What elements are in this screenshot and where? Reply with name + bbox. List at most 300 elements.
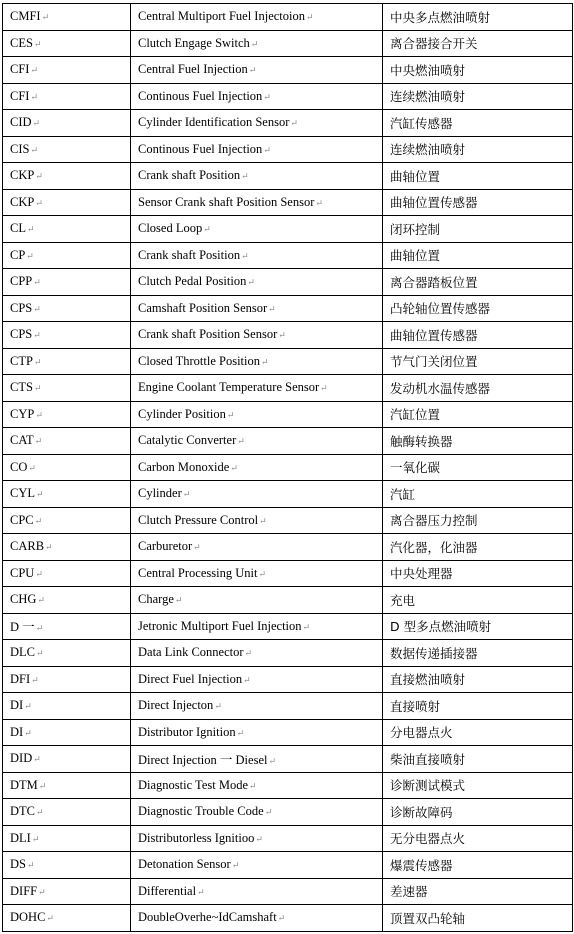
table-row bbox=[3, 719, 573, 746]
chinese-translation-text: 发动机水温传感器 bbox=[390, 380, 491, 396]
abbreviation-cell bbox=[3, 481, 131, 508]
english-term-cell bbox=[131, 666, 383, 693]
abbreviation-text: CMFI bbox=[10, 9, 41, 24]
paragraph-mark-icon: ↵ bbox=[24, 727, 32, 738]
chinese-translation-text: 节气门关闭位置 bbox=[390, 354, 478, 370]
chinese-translation-text: 柴油直接喷射 bbox=[390, 751, 466, 767]
english-term-text: Jetronic Multiport Fuel Injection bbox=[138, 618, 302, 633]
chinese-translation-cell bbox=[383, 799, 573, 826]
table-row bbox=[3, 481, 573, 508]
english-term-text: Charge bbox=[138, 592, 174, 607]
chinese-translation-text: 直接燃油喷射 bbox=[390, 672, 466, 688]
chinese-translation-cell bbox=[383, 30, 573, 57]
abbreviation-cell bbox=[3, 693, 131, 720]
chinese-translation-cell bbox=[383, 110, 573, 137]
abbreviation-text: CFI bbox=[10, 62, 30, 77]
abbreviation-text: CKP bbox=[10, 194, 35, 209]
paragraph-mark-icon: ↵ bbox=[241, 171, 249, 182]
paragraph-mark-icon: ↵ bbox=[290, 118, 298, 129]
paragraph-mark-icon: ↵ bbox=[258, 568, 266, 579]
abbreviation-cell bbox=[3, 825, 131, 852]
abbreviation-cell bbox=[3, 348, 131, 375]
table-row bbox=[3, 30, 573, 57]
english-term-cell bbox=[131, 295, 383, 322]
english-term-cell bbox=[131, 560, 383, 587]
chinese-translation-text: 一氧化碳 bbox=[390, 460, 441, 476]
abbreviation-cell bbox=[3, 375, 131, 402]
english-term-cell bbox=[131, 136, 383, 163]
english-term-text: Diagnostic Test Mode bbox=[138, 777, 248, 792]
chinese-translation-cell bbox=[383, 375, 573, 402]
chinese-translation-cell bbox=[383, 640, 573, 667]
chinese-translation-cell bbox=[383, 269, 573, 296]
chinese-translation-cell bbox=[383, 216, 573, 243]
abbreviation-text: CL bbox=[10, 221, 26, 236]
abbreviation-text: DLC bbox=[10, 645, 35, 660]
abbreviation-text: DS bbox=[10, 857, 26, 872]
abbreviation-text: D 一 bbox=[10, 620, 35, 635]
abbreviation-text: CAT bbox=[10, 433, 34, 448]
english-term-text: Crank shaft Position bbox=[138, 247, 241, 262]
english-term-text: Direct Injecton bbox=[138, 698, 214, 713]
table-row bbox=[3, 507, 573, 534]
english-term-text: Camshaft Position Sensor bbox=[138, 300, 268, 315]
paragraph-mark-icon: ↵ bbox=[36, 648, 44, 659]
paragraph-mark-icon: ↵ bbox=[320, 383, 328, 394]
paragraph-mark-icon: ↵ bbox=[33, 754, 41, 765]
paragraph-mark-icon: ↵ bbox=[214, 701, 222, 712]
paragraph-mark-icon: ↵ bbox=[30, 91, 38, 102]
english-term-text: Cylinder Identification Sensor bbox=[138, 115, 290, 130]
chinese-translation-cell bbox=[383, 534, 573, 561]
english-term-text: Crank shaft Position bbox=[138, 168, 241, 183]
chinese-translation-text: 分电器点火 bbox=[390, 725, 453, 741]
paragraph-mark-icon: ↵ bbox=[259, 515, 267, 526]
abbreviation-cell bbox=[3, 4, 131, 31]
chinese-translation-cell bbox=[383, 4, 573, 31]
table-row bbox=[3, 401, 573, 428]
chinese-translation-cell bbox=[383, 295, 573, 322]
chinese-translation-cell bbox=[383, 401, 573, 428]
paragraph-mark-icon: ↵ bbox=[255, 833, 263, 844]
chinese-translation-text: 中央处理器 bbox=[390, 566, 453, 582]
english-term-cell bbox=[131, 640, 383, 667]
abbreviation-text: CTS bbox=[10, 380, 33, 395]
paragraph-mark-icon: ↵ bbox=[231, 860, 240, 871]
paragraph-mark-icon: ↵ bbox=[277, 913, 286, 924]
table-row bbox=[3, 587, 573, 614]
abbreviation-cell bbox=[3, 905, 131, 932]
table-row bbox=[3, 905, 573, 932]
english-term-text: Central Multiport Fuel Injectoion bbox=[138, 9, 305, 24]
paragraph-mark-icon: ↵ bbox=[26, 250, 34, 261]
paragraph-mark-icon: ↵ bbox=[41, 12, 50, 23]
abbreviation-cell bbox=[3, 799, 131, 826]
abbreviation-text: CKP bbox=[10, 168, 35, 183]
table-row bbox=[3, 560, 573, 587]
abbreviation-text: DOHC bbox=[10, 910, 46, 925]
chinese-translation-text: 顶置双凸轮轴 bbox=[390, 910, 466, 926]
chinese-translation-cell bbox=[383, 878, 573, 905]
english-term-text: Cylinder Position bbox=[138, 406, 226, 421]
paragraph-mark-icon: ↵ bbox=[31, 833, 40, 844]
chinese-translation-cell bbox=[383, 666, 573, 693]
paragraph-mark-icon: ↵ bbox=[264, 807, 273, 818]
chinese-translation-cell bbox=[383, 481, 573, 508]
english-term-text: Diagnostic Trouble Code bbox=[138, 804, 264, 819]
paragraph-mark-icon: ↵ bbox=[33, 356, 42, 367]
table-row bbox=[3, 295, 573, 322]
chinese-translation-text: 直接喷射 bbox=[390, 698, 441, 714]
abbreviation-text: DLI bbox=[10, 830, 31, 845]
table-row bbox=[3, 189, 573, 216]
abbreviation-cell bbox=[3, 30, 131, 57]
abbreviation-cell bbox=[3, 163, 131, 190]
abbreviation-cell bbox=[3, 242, 131, 269]
chinese-translation-cell bbox=[383, 57, 573, 84]
table-row bbox=[3, 799, 573, 826]
table-row bbox=[3, 4, 573, 31]
english-term-cell bbox=[131, 348, 383, 375]
paragraph-mark-icon: ↵ bbox=[241, 250, 249, 261]
english-term-text: Direct Injection 一 Diesel bbox=[138, 752, 268, 767]
paragraph-mark-icon: ↵ bbox=[35, 568, 43, 579]
paragraph-mark-icon: ↵ bbox=[32, 118, 41, 129]
chinese-translation-text: 汽化器，化油器 bbox=[390, 539, 478, 555]
paragraph-mark-icon: ↵ bbox=[230, 462, 238, 473]
paragraph-mark-icon: ↵ bbox=[268, 303, 276, 314]
abbreviation-text: CFI bbox=[10, 88, 30, 103]
english-term-cell bbox=[131, 428, 383, 455]
english-term-cell bbox=[131, 746, 383, 773]
chinese-translation-text: 离合器压力控制 bbox=[390, 513, 478, 529]
chinese-translation-cell bbox=[383, 772, 573, 799]
glossary-body bbox=[3, 4, 573, 932]
abbreviation-text: CYL bbox=[10, 486, 35, 501]
english-term-cell bbox=[131, 83, 383, 110]
paragraph-mark-icon: ↵ bbox=[33, 277, 41, 288]
abbreviation-text: DTC bbox=[10, 804, 35, 819]
paragraph-mark-icon: ↵ bbox=[237, 436, 245, 447]
paragraph-mark-icon: ↵ bbox=[30, 65, 38, 76]
abbreviation-cell bbox=[3, 401, 131, 428]
abbreviation-text: CHG bbox=[10, 592, 37, 607]
chinese-translation-text: 离合器接合开关 bbox=[390, 36, 478, 52]
table-row bbox=[3, 825, 573, 852]
abbreviation-text: DI bbox=[10, 698, 24, 713]
abbreviation-text: DIFF bbox=[10, 883, 38, 898]
paragraph-mark-icon: ↵ bbox=[35, 623, 44, 634]
table-row bbox=[3, 348, 573, 375]
english-term-cell bbox=[131, 905, 383, 932]
chinese-translation-cell bbox=[383, 613, 573, 640]
english-term-text: Central Fuel Injection bbox=[138, 62, 248, 77]
table-row bbox=[3, 163, 573, 190]
english-term-cell bbox=[131, 719, 383, 746]
paragraph-mark-icon: ↵ bbox=[236, 727, 245, 738]
abbreviation-cell bbox=[3, 878, 131, 905]
paragraph-mark-icon: ↵ bbox=[302, 621, 311, 632]
english-term-text: Catalytic Converter bbox=[138, 433, 237, 448]
chinese-translation-text: 凸轮轴位置传感器 bbox=[390, 301, 491, 317]
abbreviation-cell bbox=[3, 560, 131, 587]
chinese-translation-text: 曲轴位置传感器 bbox=[390, 327, 478, 343]
english-term-cell bbox=[131, 613, 383, 640]
abbreviation-cell bbox=[3, 110, 131, 137]
paragraph-mark-icon: ↵ bbox=[38, 780, 47, 791]
chinese-translation-text: D 型多点燃油喷射 bbox=[390, 619, 492, 635]
english-term-cell bbox=[131, 852, 383, 879]
table-row bbox=[3, 878, 573, 905]
english-term-cell bbox=[131, 189, 383, 216]
english-term-cell bbox=[131, 693, 383, 720]
abbreviation-glossary-table bbox=[2, 3, 573, 932]
abbreviation-text: DFI bbox=[10, 671, 31, 686]
paragraph-mark-icon: ↵ bbox=[315, 197, 323, 208]
paragraph-mark-icon: ↵ bbox=[33, 38, 42, 49]
english-term-cell bbox=[131, 269, 383, 296]
abbreviation-text: CES bbox=[10, 35, 33, 50]
paragraph-mark-icon: ↵ bbox=[35, 409, 43, 420]
english-term-cell bbox=[131, 375, 383, 402]
chinese-translation-text: 中央多点燃油喷射 bbox=[390, 9, 491, 25]
abbreviation-cell bbox=[3, 507, 131, 534]
paragraph-mark-icon: ↵ bbox=[226, 409, 235, 420]
paragraph-mark-icon: ↵ bbox=[306, 12, 314, 23]
paragraph-mark-icon: ↵ bbox=[244, 648, 253, 659]
paragraph-mark-icon: ↵ bbox=[35, 197, 43, 208]
paragraph-mark-icon: ↵ bbox=[36, 807, 44, 818]
abbreviation-text: DID bbox=[10, 751, 33, 766]
chinese-translation-text: 连续燃油喷射 bbox=[390, 142, 466, 158]
abbreviation-cell bbox=[3, 640, 131, 667]
chinese-translation-text: 爆震传感器 bbox=[390, 857, 453, 873]
chinese-translation-text: 中央燃油喷射 bbox=[390, 62, 466, 78]
abbreviation-cell bbox=[3, 216, 131, 243]
chinese-translation-cell bbox=[383, 825, 573, 852]
paragraph-mark-icon: ↵ bbox=[278, 330, 286, 341]
chinese-translation-cell bbox=[383, 348, 573, 375]
chinese-translation-cell bbox=[383, 507, 573, 534]
english-term-text: Closed Throttle Position bbox=[138, 353, 260, 368]
chinese-translation-cell bbox=[383, 852, 573, 879]
paragraph-mark-icon: ↵ bbox=[34, 515, 43, 526]
abbreviation-cell bbox=[3, 719, 131, 746]
english-term-text: Differential bbox=[138, 883, 197, 898]
english-term-cell bbox=[131, 772, 383, 799]
paragraph-mark-icon: ↵ bbox=[203, 224, 211, 235]
english-term-text: Clutch Pedal Position bbox=[138, 274, 247, 289]
table-row bbox=[3, 57, 573, 84]
abbreviation-text: CTP bbox=[10, 353, 33, 368]
abbreviation-cell bbox=[3, 587, 131, 614]
paragraph-mark-icon: ↵ bbox=[243, 674, 251, 685]
english-term-text: Continous Fuel Injection bbox=[138, 141, 263, 156]
table-row bbox=[3, 242, 573, 269]
chinese-translation-text: 诊断故障码 bbox=[390, 804, 453, 820]
paragraph-mark-icon: ↵ bbox=[250, 38, 259, 49]
abbreviation-text: CPP bbox=[10, 274, 33, 289]
abbreviation-cell bbox=[3, 83, 131, 110]
chinese-translation-cell bbox=[383, 428, 573, 455]
english-term-text: Carbon Monoxide bbox=[138, 459, 230, 474]
chinese-translation-cell bbox=[383, 322, 573, 349]
table-row bbox=[3, 110, 573, 137]
english-term-cell bbox=[131, 401, 383, 428]
chinese-translation-cell bbox=[383, 719, 573, 746]
table-row bbox=[3, 454, 573, 481]
paragraph-mark-icon: ↵ bbox=[33, 383, 42, 394]
table-row bbox=[3, 428, 573, 455]
abbreviation-cell bbox=[3, 746, 131, 773]
chinese-translation-text: 差速器 bbox=[390, 884, 428, 900]
abbreviation-cell bbox=[3, 189, 131, 216]
english-term-cell bbox=[131, 878, 383, 905]
table-row bbox=[3, 322, 573, 349]
english-term-cell bbox=[131, 110, 383, 137]
abbreviation-text: CID bbox=[10, 115, 32, 130]
english-term-cell bbox=[131, 825, 383, 852]
paragraph-mark-icon: ↵ bbox=[263, 91, 271, 102]
chinese-translation-text: 曲轴位置传感器 bbox=[390, 195, 478, 211]
paragraph-mark-icon: ↵ bbox=[35, 171, 43, 182]
english-term-cell bbox=[131, 242, 383, 269]
chinese-translation-cell bbox=[383, 905, 573, 932]
abbreviation-text: CP bbox=[10, 247, 26, 262]
abbreviation-cell bbox=[3, 454, 131, 481]
table-row bbox=[3, 852, 573, 879]
paragraph-mark-icon: ↵ bbox=[263, 144, 271, 155]
table-row bbox=[3, 666, 573, 693]
abbreviation-text: CARB bbox=[10, 539, 45, 554]
chinese-translation-cell bbox=[383, 83, 573, 110]
english-term-cell bbox=[131, 216, 383, 243]
abbreviation-cell bbox=[3, 666, 131, 693]
chinese-translation-text: 数据传递插接器 bbox=[390, 645, 478, 661]
english-term-cell bbox=[131, 163, 383, 190]
paragraph-mark-icon: ↵ bbox=[174, 595, 183, 606]
abbreviation-cell bbox=[3, 772, 131, 799]
abbreviation-text: CO bbox=[10, 459, 28, 474]
chinese-translation-text: 曲轴位置 bbox=[390, 168, 441, 184]
abbreviation-cell bbox=[3, 269, 131, 296]
english-term-text: Detonation Sensor bbox=[138, 857, 231, 872]
abbreviation-text: DI bbox=[10, 724, 24, 739]
english-term-cell bbox=[131, 507, 383, 534]
english-term-text: Continous Fuel Injection bbox=[138, 88, 263, 103]
chinese-translation-text: 充电 bbox=[390, 592, 416, 608]
paragraph-mark-icon: ↵ bbox=[34, 436, 43, 447]
chinese-translation-cell bbox=[383, 454, 573, 481]
abbreviation-text: DTM bbox=[10, 777, 38, 792]
english-term-text: Cylinder bbox=[138, 486, 182, 501]
english-term-text: Distributor Ignition bbox=[138, 724, 236, 739]
chinese-translation-text: 无分电器点火 bbox=[390, 831, 466, 847]
paragraph-mark-icon: ↵ bbox=[37, 595, 45, 606]
english-term-cell bbox=[131, 322, 383, 349]
paragraph-mark-icon: ↵ bbox=[26, 224, 35, 235]
chinese-translation-cell bbox=[383, 189, 573, 216]
table-row bbox=[3, 613, 573, 640]
paragraph-mark-icon: ↵ bbox=[26, 860, 35, 871]
chinese-translation-cell bbox=[383, 136, 573, 163]
paragraph-mark-icon: ↵ bbox=[24, 701, 32, 712]
chinese-translation-text: 触酶转换器 bbox=[390, 433, 453, 449]
chinese-translation-cell bbox=[383, 693, 573, 720]
paragraph-mark-icon: ↵ bbox=[28, 462, 36, 473]
paragraph-mark-icon: ↵ bbox=[249, 780, 257, 791]
english-term-cell bbox=[131, 454, 383, 481]
paragraph-mark-icon: ↵ bbox=[33, 303, 41, 314]
english-term-text: Carburetor bbox=[138, 539, 193, 554]
abbreviation-text: CYP bbox=[10, 406, 35, 421]
table-row bbox=[3, 640, 573, 667]
table-row bbox=[3, 772, 573, 799]
paragraph-mark-icon: ↵ bbox=[30, 144, 38, 155]
chinese-translation-text: 闭环控制 bbox=[390, 221, 441, 237]
abbreviation-text: CPS bbox=[10, 327, 33, 342]
table-row bbox=[3, 83, 573, 110]
english-term-text: Sensor Crank shaft Position Sensor bbox=[138, 194, 315, 209]
chinese-translation-text: 连续燃油喷射 bbox=[390, 89, 466, 105]
table-row bbox=[3, 534, 573, 561]
paragraph-mark-icon: ↵ bbox=[261, 356, 269, 367]
abbreviation-cell bbox=[3, 534, 131, 561]
abbreviation-cell bbox=[3, 852, 131, 879]
english-term-text: Clutch Pressure Control bbox=[138, 512, 259, 527]
chinese-translation-cell bbox=[383, 560, 573, 587]
table-row bbox=[3, 216, 573, 243]
english-term-text: Clutch Engage Switch bbox=[138, 35, 250, 50]
table-row bbox=[3, 693, 573, 720]
chinese-translation-cell bbox=[383, 163, 573, 190]
table-row bbox=[3, 136, 573, 163]
paragraph-mark-icon: ↵ bbox=[268, 755, 277, 766]
abbreviation-text: CPS bbox=[10, 300, 33, 315]
paragraph-mark-icon: ↵ bbox=[197, 886, 205, 897]
table-row bbox=[3, 746, 573, 773]
paragraph-mark-icon: ↵ bbox=[38, 886, 46, 897]
chinese-translation-text: 汽缸传感器 bbox=[390, 115, 453, 131]
abbreviation-cell bbox=[3, 136, 131, 163]
paragraph-mark-icon: ↵ bbox=[31, 674, 39, 685]
english-term-text: Crank shaft Position Sensor bbox=[138, 327, 278, 342]
paragraph-mark-icon: ↵ bbox=[45, 542, 53, 553]
paragraph-mark-icon: ↵ bbox=[193, 542, 201, 553]
paragraph-mark-icon: ↵ bbox=[36, 489, 44, 500]
chinese-translation-cell bbox=[383, 242, 573, 269]
chinese-translation-text: 曲轴位置 bbox=[390, 248, 441, 264]
abbreviation-text: CPC bbox=[10, 512, 34, 527]
english-term-text: Closed Loop bbox=[138, 221, 203, 236]
english-term-cell bbox=[131, 534, 383, 561]
table-row bbox=[3, 375, 573, 402]
paragraph-mark-icon: ↵ bbox=[33, 330, 41, 341]
abbreviation-cell bbox=[3, 428, 131, 455]
abbreviation-cell bbox=[3, 613, 131, 640]
english-term-text: Engine Coolant Temperature Sensor bbox=[138, 380, 320, 395]
english-term-cell bbox=[131, 799, 383, 826]
chinese-translation-text: 汽缸 bbox=[390, 486, 416, 502]
abbreviation-cell bbox=[3, 322, 131, 349]
chinese-translation-text: 离合器踏板位置 bbox=[390, 274, 478, 290]
table-row bbox=[3, 269, 573, 296]
chinese-translation-cell bbox=[383, 587, 573, 614]
chinese-translation-cell bbox=[383, 746, 573, 773]
english-term-text: Direct Fuel Injection bbox=[138, 671, 243, 686]
english-term-cell bbox=[131, 481, 383, 508]
english-term-text: Central Processing Unit bbox=[138, 565, 258, 580]
